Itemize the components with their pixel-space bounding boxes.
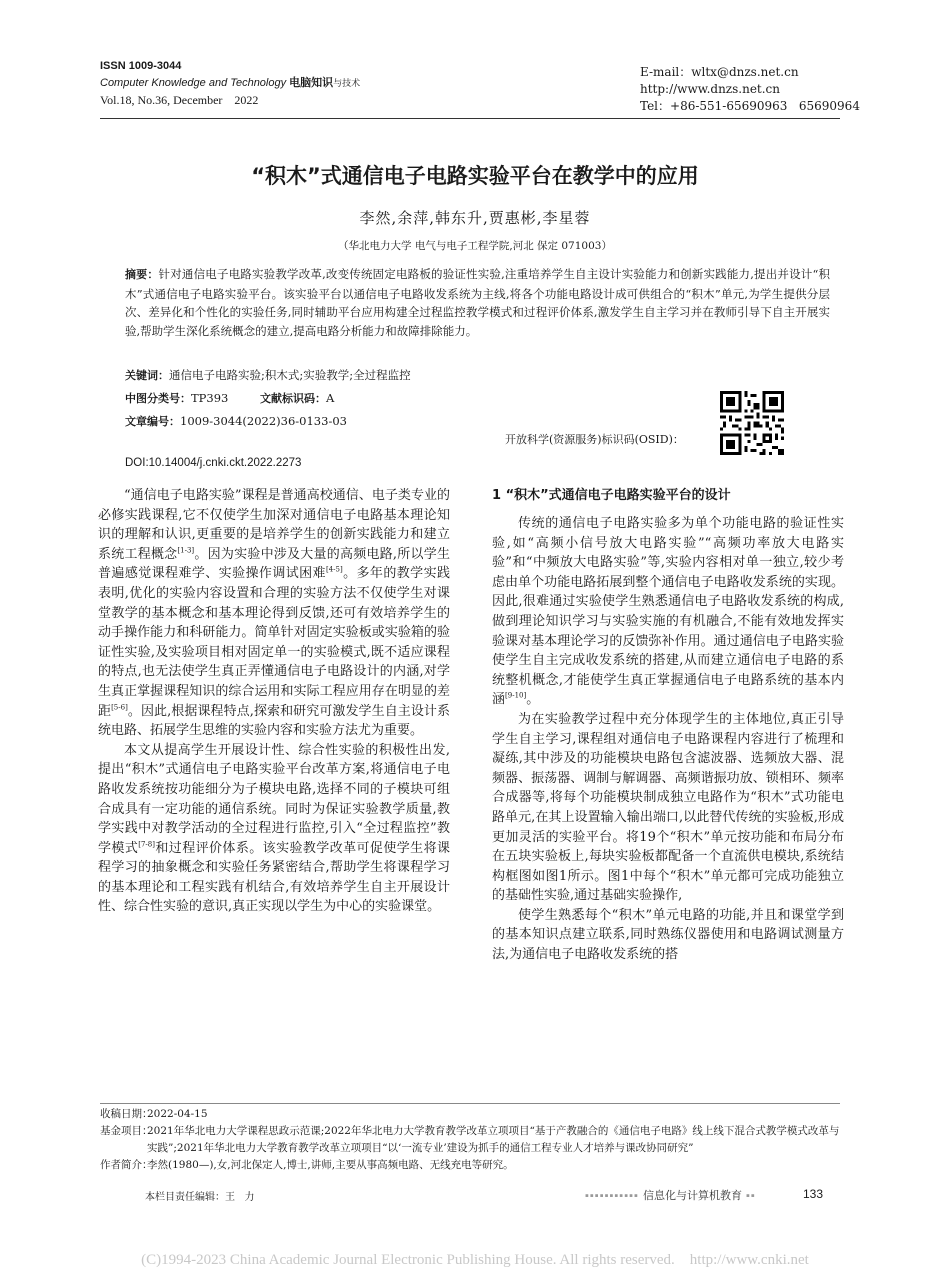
clc-value: TP393	[191, 391, 229, 405]
body-text: 使学生熟悉每个“积木”单元电路的功能,并且和课堂学到的基本知识点建立联系,同时熟练仪器使用和电路调试测量方法,为通信电子电路收发系统的搭	[492, 907, 844, 963]
osid-label: 开放科学(资源服务)标识码(OSID)：	[505, 433, 684, 446]
fund-info	[100, 1123, 845, 1157]
abstract-label: 摘要：	[125, 268, 159, 281]
body-column-right	[492, 486, 844, 965]
decorative-dots: ▪▪	[741, 1190, 756, 1202]
fund-label: 基金项目：	[100, 1125, 153, 1137]
author-bio	[100, 1157, 845, 1174]
body-paragraph	[492, 906, 844, 965]
classification-line	[125, 389, 334, 408]
journal-name-cn-small: 与技术	[333, 78, 361, 88]
body-paragraph	[98, 486, 450, 741]
citation[interactable]: [1-3]	[177, 546, 195, 555]
page-number: 133	[803, 1187, 824, 1201]
journal-name-en: Computer Knowledge and Technology	[100, 77, 287, 89]
qr-code-icon[interactable]	[720, 391, 784, 455]
citation[interactable]: [7-8]	[138, 840, 155, 849]
section-name	[585, 1187, 756, 1203]
body-paragraph	[492, 514, 844, 710]
doc-code-value: A	[326, 391, 335, 405]
body-text: 为在实验教学过程中充分体现学生的主体地位,真正引导学生自主学习,课程组对通信电子电路课程内容进行了梳理和凝练,其中涉及的功能模块电路包含滤波器、选频放大器、混频器、振荡器、调制与解调器、高频谐振功放、锁相环、频率合成器等,将每个功能模块制成独立电路作为“积木”式功能电路单元,在其上设置输入输出端口,以此替代传统的实验板,形成更加灵活的实验平台。将19个“积木”单元按功能和布局分布在五块实验板上,每块实验板都配备一个直流供电模块,系统结构框图如图1所示。图1中每个“积木”单元都可完成功能独立的基础性实验,通过基础实验操作,	[492, 711, 844, 904]
doi[interactable]: DOI:10.14004/j.cnki.ckt.2022.2273	[125, 457, 302, 469]
keywords-text: 通信电子电路实验;积木式;实验教学;全过程监控	[169, 368, 411, 382]
citation[interactable]: [5-6]	[111, 703, 128, 712]
doc-code-label: 文献标识码：	[260, 392, 327, 405]
article-number	[125, 412, 347, 431]
affiliation: （华北电力大学 电气与电子工程学院,河北 保定 071003）	[338, 240, 612, 252]
paper-title: “积木”式通信电子电路实验平台在教学中的应用	[251, 164, 699, 188]
body-paragraph	[492, 710, 844, 906]
section-editor: 本栏目责任编辑：王 力	[145, 1192, 255, 1203]
volume-info: Vol.18, No.36, December 2022	[100, 93, 259, 107]
body-text: “通信电子电路实验”课程是普通高校通信、电子类专业的必修实践课程,它不仅使学生加深对通信电子电路基本理论知识的理解和认识,更重要的是培养学生的创新实践能力和建立系统工程概念	[98, 488, 450, 562]
body-text: 。多年的教学实践表明,优化的实验内容设置和合理的实验方法不仅使学生对课堂教学的基本概念和基本理论得到反馈,还可有效培养学生的动手操作能力和科研能力。简单针对固定实验板或实验箱的验证性实验,及实验项目相对固定单一的实验模式,既不适应课程的特点,也无法使学生真正弄懂通信电子电路设计的内涵,对学生真正掌握课程知识的综合运用和实际工程应用存在明显的差距	[98, 566, 450, 719]
author-bio-label: 作者简介：	[100, 1159, 153, 1171]
journal-name-cn: 电脑知识	[289, 77, 334, 89]
footnote-rule	[100, 1103, 840, 1104]
header-rule	[100, 118, 840, 119]
body-text: 。因为实验中涉及大量的高频电路,所以学生普遍感觉课程难学、实验操作调试困难	[98, 546, 450, 582]
section-heading: 1 “积木”式通信电子电路实验平台的设计	[492, 488, 731, 503]
citation[interactable]: [9-10]	[505, 692, 527, 701]
body-text: 传统的通信电子电路实验多为单个功能电路的验证性实验,如“高频小信号放大电路实验”“高频功率放大电路实验”和“中频放大电路实验”等,实验内容相对单一独立,较少考虑由单个功能电路拓展到整个通信电子电路收发系统的实现。因此,很难通过实验使学生熟悉通信电子电路收发系统的构成,做到理论知识学习与实验实施的有机融合,不能有效地发挥实验课对基本理论学习的反馈弥补作用。通过通信电子电路实验使学生自主完成收发系统的搭建,从而建立通信电子电路的系统整机概念,才能使学生真正掌握通信电子电路系统的基本内涵	[492, 516, 844, 708]
clc-label: 中图分类号：	[125, 392, 191, 405]
contact-email: E-mail：wltx@dnzs.net.cn	[640, 65, 799, 79]
body-text: 。因此,根据课程特点,探索和研究可激发学生自主设计系统电路、拓展学生思维的实验内容和实验方法尤为重要。	[98, 703, 450, 739]
abstract-text: 针对通信电子电路实验教学改革,改变传统固定电路板的验证性实验,注重培养学生自主设计实验能力和创新实践能力,提出并设计“积木”式通信电子电路实验平台。该实验平台以通信电子电路收发系统为主线,将各个功能电路设计成可供组合的“积木”单元,为学生提供分层次、差异化和个性化的实验任务,同时辅助平台应用构建全过程监控教学模式和过程评价体系,激发学生自主学习并在教师引导下自主开展实验,帮助学生深化系统概念的建立,提高电路分析能力和故障排除能力。	[125, 267, 831, 338]
decorative-dots: ▪▪▪▪▪▪▪▪▪▪▪	[585, 1190, 643, 1202]
copyright-watermark: (C)1994-2023 China Academic Journal Electronic Publishing House. All rights reserved. http://www.cnki.net	[141, 1252, 809, 1268]
journal-name	[100, 75, 360, 92]
keywords-label: 关键词：	[125, 369, 169, 382]
fund-value: 2021年华北电力大学课程思政示范课;2022年华北电力大学教育教学改革立项项目“基于产教融合的《通信电子电路》线上线下混合式教学模式改革与实践”;2021年华北电力大学教育教学改革立项项目“以‘一流专业’建设为抓手的通信工程专业人才培养与课改协同研究”	[147, 1125, 840, 1154]
body-text: 。	[526, 692, 540, 708]
footnotes	[100, 1106, 845, 1174]
received-label: 收稿日期：	[100, 1108, 153, 1120]
contact-tel: Tel：+86-551-65690963 65690964	[640, 99, 860, 113]
section-name-text: 信息化与计算机教育	[642, 1190, 742, 1202]
article-no-label: 文章编号：	[125, 415, 180, 428]
received-value: 2022-04-15	[147, 1108, 208, 1120]
journal-header-left	[100, 58, 360, 109]
abstract	[125, 265, 830, 340]
contact-web: http://www.dnzs.net.cn	[640, 82, 781, 96]
journal-header-right	[640, 64, 860, 115]
citation[interactable]: [4-5]	[325, 566, 343, 575]
body-text: 本文从提高学生开展设计性、综合性实验的积极性出发,提出“积木”式通信电子电路实验平台改革方案,将通信电子电路收发系统按功能细分为子模块电路,选择不同的子模块可组合成具有一定功能的通信系统。同时为保证实验教学质量,教学实践中对教学活动的全过程进行监控,引入“全过程监控”教学模式	[98, 742, 450, 856]
body-text: 和过程评价体系。该实验教学改革可促使学生将课程学习的抽象概念和实验任务紧密结合,帮助学生将课程学习的基本理论和工程实践有机结合,有效培养学生自主开展设计性、综合性实验的意识,真正实现以学生为中心的实验课堂。	[98, 840, 450, 915]
article-no-value: 1009-3044(2022)36-0133-03	[180, 414, 347, 428]
issn: ISSN 1009-3044	[100, 60, 182, 72]
author-bio-value: 李然(1980—),女,河北保定人,博士,讲师,主要从事高频电路、无线充电等研究。	[147, 1159, 514, 1171]
body-paragraph	[98, 741, 450, 917]
author-list: 李然,余萍,韩东升,贾惠彬,李星蓉	[359, 209, 591, 227]
received-date	[100, 1106, 845, 1123]
keywords	[125, 366, 411, 385]
body-column-left	[98, 486, 450, 917]
